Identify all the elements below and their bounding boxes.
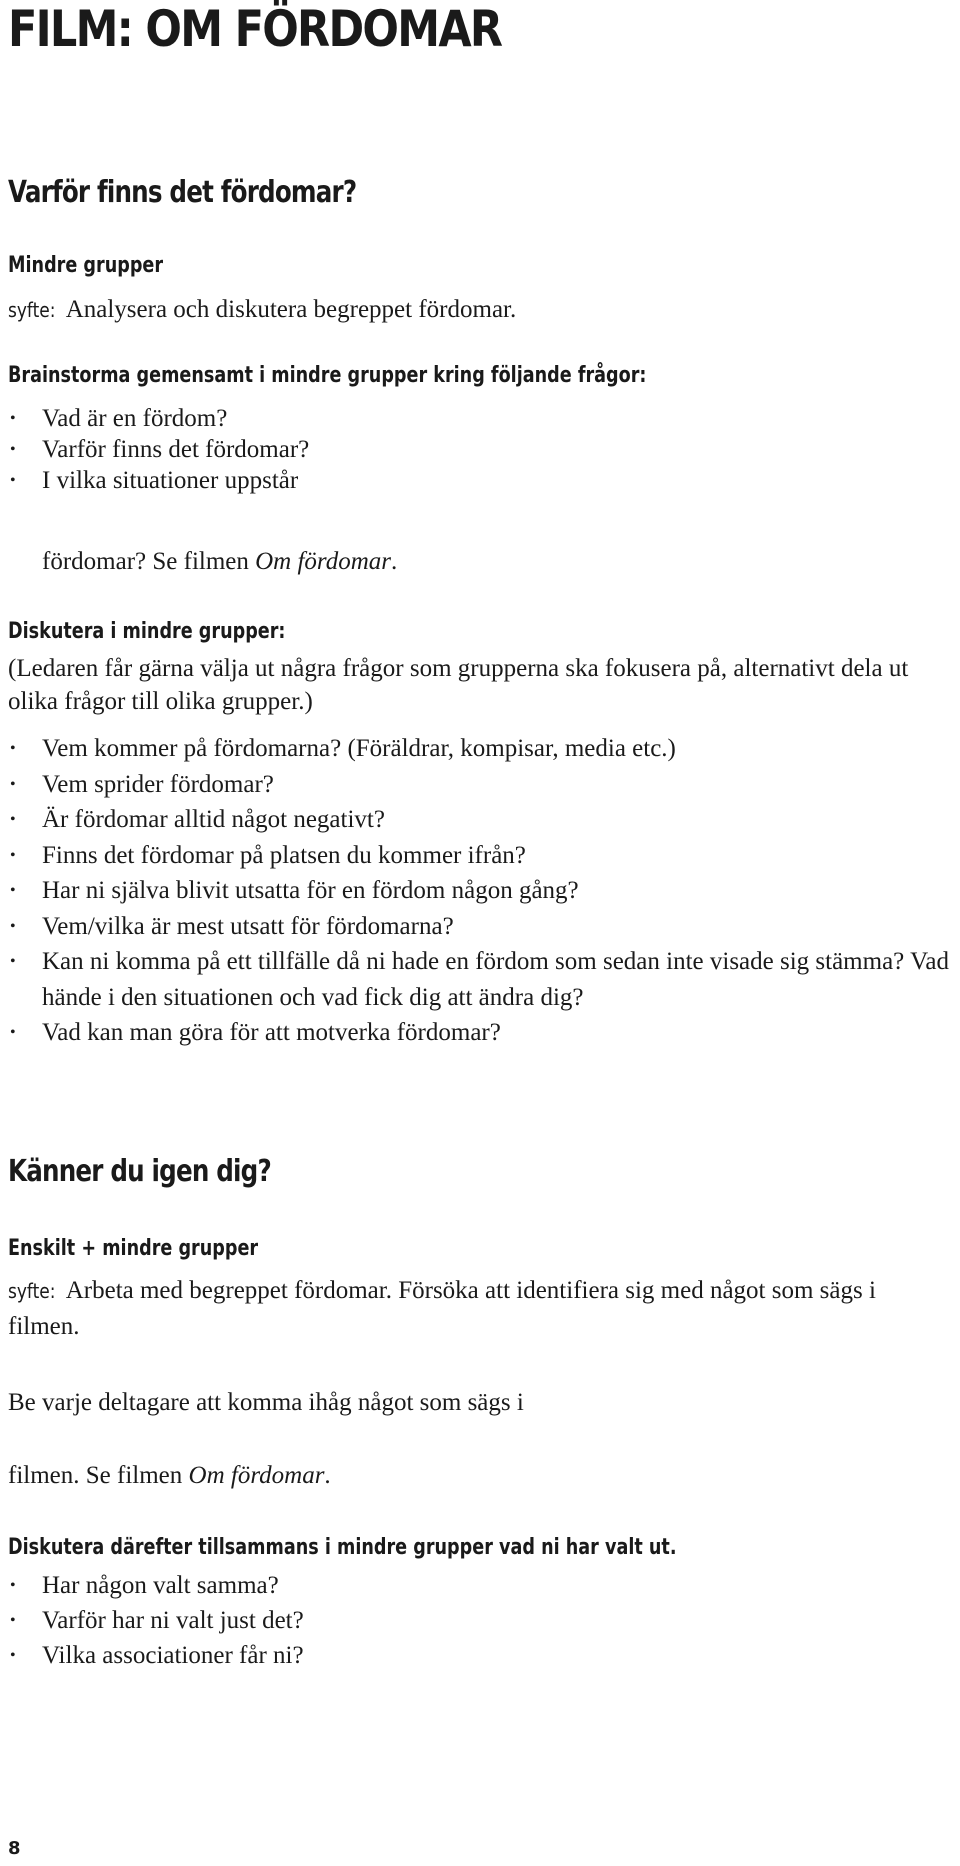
- bullet-icon: •: [10, 775, 16, 793]
- list-item: • Vad kan man göra för att motverka fördomar?: [8, 1015, 953, 1051]
- section2-discuss-heading: Diskutera därefter tillsammans i mindre grupper vad ni har valt ut.: [8, 1535, 677, 1560]
- page-number: 8: [8, 1838, 21, 1859]
- purpose-label: syfte:: [8, 298, 56, 322]
- section1-heading: Varför finns det fördomar?: [8, 175, 357, 210]
- bullet-icon: •: [10, 441, 16, 458]
- bullet-icon: •: [10, 410, 16, 427]
- section2-purpose: [8, 1273, 908, 1345]
- bullet-icon: •: [10, 740, 16, 757]
- film-title: Om fördomar: [255, 548, 392, 575]
- bullet-icon: •: [10, 1612, 16, 1629]
- section1-format: Mindre grupper: [8, 253, 164, 278]
- brainstorm-heading: Brainstorma gemensamt i mindre grupper kring följande frågor:: [8, 363, 647, 388]
- list-item: • Vem kommer på fördomarna? (Föräldrar, kompisar, media etc.): [8, 731, 953, 767]
- purpose-label: syfte:: [8, 1279, 56, 1303]
- film-title: Om fördomar: [188, 1462, 325, 1489]
- film-reference: filmen. Se filmen Om fördomar.: [8, 1462, 331, 1489]
- bullet-icon: •: [10, 1577, 16, 1594]
- list-item: • Vad är en fördom?: [10, 405, 228, 432]
- brainstorm-list: [8, 403, 953, 496]
- bullet-icon: •: [10, 811, 16, 828]
- bullet-icon: •: [10, 472, 16, 489]
- list-item: • I vilka situationer uppstår: [10, 467, 299, 494]
- discuss-heading: Diskutera i mindre grupper:: [8, 619, 286, 644]
- bullet-icon: •: [10, 953, 16, 970]
- bullet-icon: •: [10, 846, 16, 864]
- bullet-icon: •: [10, 1647, 16, 1664]
- section1-purpose: [8, 293, 516, 327]
- section2-format: Enskilt + mindre grupper: [8, 1236, 259, 1261]
- list-item: • Har någon valt samma?: [8, 1568, 953, 1603]
- list-item: • Varför har ni valt just det?: [8, 1603, 953, 1638]
- section2-heading: Känner du igen dig?: [8, 1154, 271, 1189]
- list-item: • Vem sprider fördomar?: [8, 767, 953, 803]
- discuss-list: [8, 731, 953, 1051]
- list-item: • Vilka associationer får ni?: [8, 1638, 953, 1673]
- list-item: • Vem/vilka är mest utsatt för fördomarna?: [8, 909, 953, 945]
- bullet-icon: •: [10, 882, 16, 899]
- list-item: • Finns det fördomar på platsen du kommer ifrån?: [8, 838, 953, 874]
- list-item: • Är fördomar alltid något negativt?: [8, 802, 953, 838]
- bullet-icon: •: [10, 1024, 16, 1041]
- purpose-text: Analysera och diskutera begreppet fördomar.: [60, 296, 517, 323]
- section2-discuss-list: [8, 1568, 953, 1673]
- purpose-text: Arbeta med begreppet fördomar. Försöka att identifiera sig med något som sägs i filmen.: [8, 1277, 876, 1340]
- bullet-icon: •: [10, 917, 16, 935]
- list-item: • Kan ni komma på ett tillfälle då ni hade en fördom som sedan inte visade sig stämma? Vad hände i den situationen och vad fick dig att ändra dig?: [8, 944, 953, 1015]
- instruction-line: Be varje deltagare att komma ihåg något som sägs i: [8, 1389, 524, 1416]
- discuss-intro: (Ledaren får gärna välja ut några frågor som grupperna ska fokusera på, alternativt dela ut olika frågor till olika grupper.): [8, 655, 909, 715]
- list-item: • Har ni själva blivit utsatta för en fördom någon gång?: [8, 873, 953, 909]
- film-reference: fördomar? Se filmen Om fördomar.: [42, 548, 398, 575]
- page-title: FILM: OM FÖRDOMAR: [8, 0, 502, 58]
- list-item: • Varför finns det fördomar?: [10, 436, 310, 463]
